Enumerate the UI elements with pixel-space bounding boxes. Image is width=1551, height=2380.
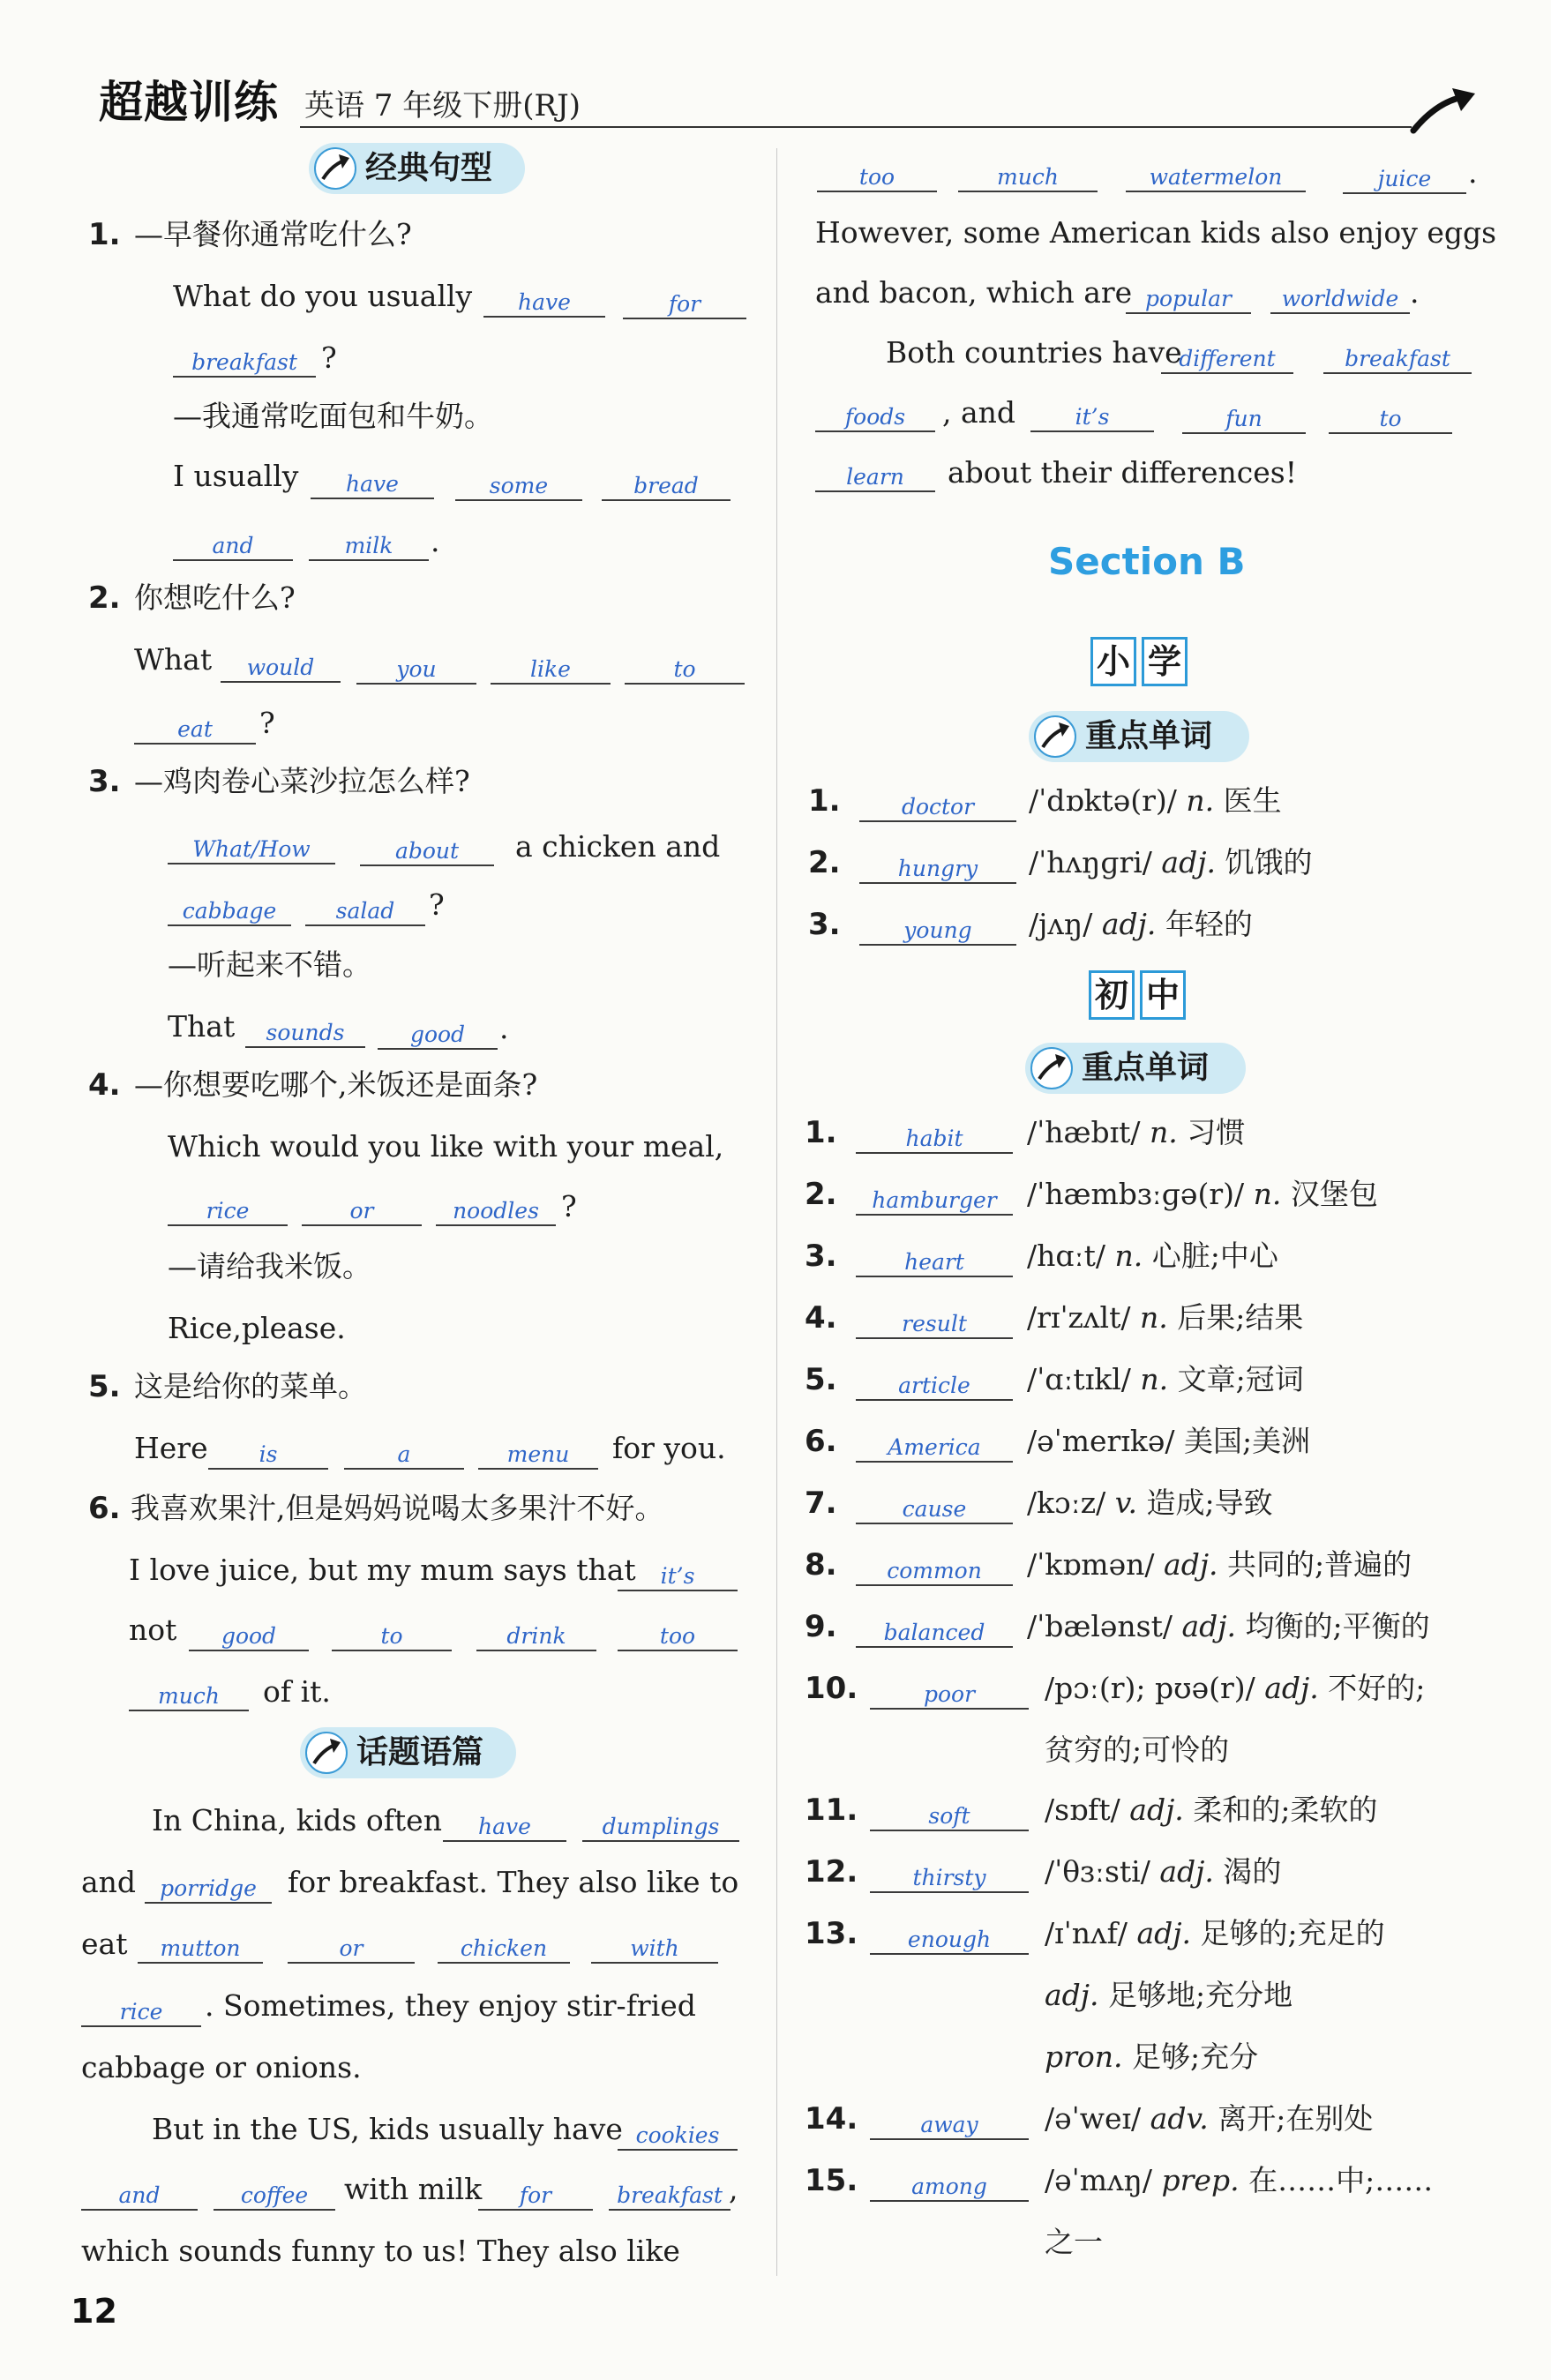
part-of-speech: adj.: [1101, 907, 1157, 941]
answer-blank: noodles: [436, 1191, 556, 1226]
part-of-speech: v.: [1114, 1486, 1137, 1520]
word-number: 5.: [805, 1362, 837, 1397]
punctuation: ?: [259, 706, 275, 740]
answer-blank: among: [870, 2167, 1029, 2202]
part-of-speech: n.: [1114, 1239, 1143, 1273]
meaning: 柔和的;柔软的: [1193, 1792, 1378, 1827]
book-subtitle: 英语 7 年级下册(RJ): [304, 88, 581, 123]
question-text-en: What: [134, 642, 213, 677]
part-of-speech: adj.: [1129, 1792, 1184, 1827]
answer-blank: habit: [856, 1119, 1013, 1154]
question-text-zh: —我通常吃面包和牛奶。: [173, 399, 493, 433]
phonetic: /kɔːz/: [1027, 1486, 1106, 1520]
passage-text: , and: [942, 395, 1016, 430]
answer-blank: result: [856, 1304, 1013, 1339]
phonetic: /ˈhæbɪt/: [1027, 1115, 1141, 1149]
answer-blank: chicken: [438, 1928, 570, 1964]
answer-blank: good: [378, 1014, 498, 1050]
answer-blank: cookies: [618, 2115, 738, 2151]
word-entry: [1029, 907, 1253, 942]
word-entry: [1045, 2163, 1433, 2198]
part-of-speech: adj.: [1159, 1854, 1214, 1889]
phonetic: /əˈweɪ/: [1045, 2101, 1142, 2136]
meaning: 共同的;普遍的: [1227, 1547, 1412, 1582]
answer-blank: hamburger: [856, 1180, 1013, 1216]
answer-blank: porridge: [145, 1868, 272, 1904]
word-entry: [1027, 1300, 1303, 1336]
answer-blank: mutton: [138, 1928, 263, 1964]
swoosh-arrow-icon: [1410, 85, 1480, 138]
question-text-en: Rice,please.: [168, 1311, 346, 1345]
question-text-en: a chicken and: [515, 829, 721, 864]
question-text-zh: —请给我米饭。: [168, 1249, 371, 1284]
question-text-en: for you.: [612, 1431, 726, 1465]
phonetic: /əˈmerɪkə/: [1027, 1424, 1175, 1458]
passage-text: cabbage or onions.: [81, 2050, 362, 2084]
answer-blank: and: [81, 2175, 198, 2211]
phonetic: /jʌŋ/: [1029, 907, 1093, 941]
phonetic: /ˈθɜːsti/: [1045, 1854, 1150, 1889]
part-of-speech: n.: [1139, 1300, 1168, 1335]
meaning: 离开;在别处: [1218, 2101, 1374, 2136]
answer-blank: like: [491, 649, 611, 685]
answer-blank: good: [189, 1616, 309, 1651]
word-number: 8.: [805, 1547, 837, 1583]
punctuation: ?: [561, 1189, 577, 1224]
word-number: 2.: [805, 1177, 837, 1212]
brand-title: 超越训练: [99, 77, 279, 128]
answer-blank: have: [311, 464, 434, 499]
answer-blank: article: [856, 1366, 1013, 1401]
answer-blank: hungry: [859, 849, 1016, 884]
question-number: 1.: [88, 217, 121, 252]
section-title: 经典句型: [365, 150, 493, 186]
answer-blank: soft: [870, 1796, 1029, 1831]
punctuation: .: [1468, 155, 1478, 190]
meaning: 不好的;: [1328, 1671, 1426, 1705]
word-entry: [1045, 1792, 1377, 1828]
question-number: 6.: [88, 1491, 121, 1526]
part-of-speech: pron.: [1045, 2039, 1123, 2074]
answer-blank: young: [859, 910, 1016, 946]
phonetic: /ɪˈnʌf/: [1045, 1916, 1128, 1950]
answer-blank: about: [360, 831, 494, 866]
word-entry: [1027, 1609, 1430, 1644]
phonetic: /ˈkɒmən/: [1027, 1547, 1155, 1582]
question-number: 4.: [88, 1067, 121, 1103]
answer-blank: dumplings: [582, 1807, 739, 1842]
answer-blank: it’s: [618, 1556, 738, 1591]
arrow-badge-icon: [305, 1732, 348, 1774]
word-number: 13.: [805, 1916, 858, 1951]
punctuation: ?: [429, 887, 445, 922]
answer-blank: What/How: [168, 829, 335, 864]
phonetic: /sɒft/: [1045, 1792, 1120, 1827]
phonetic: /ˈhæmbɜːɡə(r)/: [1027, 1177, 1245, 1211]
part-of-speech: prep.: [1161, 2163, 1240, 2197]
meaning: 后果;结果: [1177, 1300, 1304, 1335]
part-of-speech: n.: [1140, 1362, 1169, 1396]
answer-blank: common: [856, 1551, 1013, 1586]
answer-blank: juice: [1343, 159, 1466, 194]
question-text-en: That: [168, 1009, 236, 1044]
question-number: 2.: [88, 580, 121, 616]
part-of-speech: adj.: [1045, 1978, 1099, 2012]
answer-blank: salad: [305, 891, 425, 926]
phonetic: /rɪˈzʌlt/: [1027, 1300, 1131, 1335]
meaning: 饥饿的: [1225, 845, 1313, 879]
word-entry: [1027, 1115, 1245, 1150]
answer-blank: breakfast: [173, 342, 316, 378]
question-text-zh: —早餐你通常吃什么?: [134, 217, 412, 251]
passage-text: However, some American kids also enjoy eggs: [815, 215, 1497, 250]
word-entry: [1045, 2101, 1373, 2137]
answer-blank: enough: [870, 1920, 1029, 1955]
part-of-speech: adj.: [1136, 1916, 1192, 1950]
meaning: 足够;充分: [1132, 2039, 1259, 2074]
answer-blank: rice: [168, 1191, 288, 1226]
question-text-en: I usually: [173, 459, 299, 493]
word-entry: [1029, 783, 1282, 819]
part-of-speech: adj.: [1164, 1547, 1218, 1582]
answer-blank: with: [591, 1928, 718, 1964]
section-pill-topic: [300, 1727, 516, 1778]
word-number: 2.: [808, 845, 841, 880]
answer-blank: is: [208, 1434, 328, 1470]
junior-box-char: 中: [1140, 970, 1186, 1020]
word-number: 3.: [808, 907, 841, 942]
question-number: 5.: [88, 1369, 121, 1404]
question-text-en: Which would you like with your meal,: [168, 1129, 724, 1164]
answer-blank: or: [288, 1928, 415, 1964]
answer-blank: rice: [81, 1992, 201, 2027]
answer-blank: fun: [1182, 399, 1306, 434]
word-entry: [1027, 1177, 1378, 1212]
answer-blank: to: [625, 649, 745, 685]
answer-blank: much: [129, 1676, 249, 1711]
punctuation: .: [499, 1011, 509, 1045]
phonetic: /ˈhʌŋɡri/: [1029, 845, 1152, 879]
question-number: 3.: [88, 764, 121, 799]
passage-text: for breakfast. They also like to: [288, 1865, 739, 1899]
answer-blank: foods: [815, 397, 935, 432]
phonetic: /ˈɑːtɪkl/: [1027, 1362, 1131, 1396]
answer-blank: America: [856, 1427, 1013, 1463]
arrow-badge-icon: [1030, 1047, 1073, 1089]
passage-text: Both countries have: [886, 335, 1182, 370]
question-text-zh: —鸡肉卷心菜沙拉怎么样?: [134, 764, 470, 798]
word-entry: [1027, 1424, 1310, 1459]
question-text-zh: 我喜欢果汁,但是妈妈说喝太多果汁不好。: [131, 1491, 664, 1525]
meaning: 汉堡包: [1290, 1177, 1378, 1211]
primary-box-char: 小: [1090, 637, 1136, 686]
part-of-speech: adv.: [1150, 2101, 1209, 2136]
word-entry: [1045, 1916, 1385, 1951]
word-number: 11.: [805, 1792, 858, 1828]
answer-blank: sounds: [245, 1013, 365, 1048]
meaning: 心脏;中心: [1151, 1239, 1278, 1273]
punctuation: .: [431, 524, 440, 558]
section-title: 重点单词: [1082, 1050, 1210, 1086]
question-text-zh: —你想要吃哪个,米饭还是面条?: [134, 1067, 538, 1102]
answer-blank: watermelon: [1126, 157, 1306, 192]
section-pill-classic: [309, 143, 525, 194]
section-b-heading: Section B: [1048, 540, 1246, 583]
answer-blank: would: [221, 647, 341, 683]
meaning: 习惯: [1187, 1115, 1246, 1149]
meaning-continued: 贫穷的;可怜的: [1045, 1733, 1230, 1767]
phonetic: /ˈbælənst/: [1027, 1609, 1173, 1643]
answer-blank: you: [356, 649, 476, 685]
answer-blank: popular: [1126, 279, 1251, 314]
word-number: 4.: [805, 1300, 837, 1336]
answer-blank: have: [483, 282, 605, 318]
meaning: 均衡的;平衡的: [1245, 1609, 1430, 1643]
word-entry: [1045, 1671, 1425, 1706]
punctuation: ?: [321, 341, 337, 375]
answer-blank: breakfast: [609, 2175, 731, 2211]
answer-blank: much: [958, 157, 1098, 192]
part-of-speech: n.: [1253, 1177, 1282, 1211]
answer-blank: a: [344, 1434, 464, 1470]
word-number: 14.: [805, 2101, 858, 2137]
answer-blank: for: [623, 284, 746, 319]
answer-blank: menu: [478, 1434, 598, 1470]
part-of-speech: adj.: [1181, 1609, 1237, 1643]
page-number: 12: [71, 2292, 117, 2331]
column-divider: [776, 148, 777, 2276]
answer-blank: worldwide: [1270, 279, 1410, 314]
answer-blank: cabbage: [168, 891, 291, 926]
meaning: 在……中;……: [1248, 2163, 1434, 2197]
punctuation: .: [1410, 275, 1420, 310]
answer-blank: and: [173, 526, 293, 561]
word-number: 12.: [805, 1854, 858, 1890]
word-entry: [1027, 1239, 1278, 1274]
passage-text: which sounds funny to us! They also like: [81, 2234, 680, 2268]
word-number: 9.: [805, 1609, 837, 1644]
answer-blank: cause: [856, 1489, 1013, 1524]
question-text-en: Here: [134, 1431, 208, 1465]
answer-blank: have: [443, 1807, 566, 1842]
passage-text: with milk: [344, 2172, 483, 2206]
part-of-speech: n.: [1150, 1115, 1178, 1149]
section-title: 重点单词: [1085, 718, 1213, 754]
word-number: 1.: [805, 1115, 837, 1150]
arrow-badge-icon: [314, 147, 356, 190]
word-number: 3.: [805, 1239, 837, 1274]
primary-box-char: 学: [1142, 637, 1188, 686]
passage-text: and bacon, which are: [815, 275, 1133, 310]
answer-blank: too: [618, 1616, 738, 1651]
word-entry: [1027, 1486, 1273, 1521]
answer-blank: bread: [602, 466, 731, 501]
answer-blank: learn: [815, 457, 935, 492]
section-pill-key-words: [1025, 1043, 1246, 1094]
meaning: 文章;冠词: [1177, 1362, 1304, 1396]
meaning-continued: [1045, 1978, 1292, 2013]
phonetic: /əˈmʌŋ/: [1045, 2163, 1153, 2197]
answer-blank: to: [1329, 399, 1452, 434]
answer-blank: drink: [476, 1616, 596, 1651]
meaning: 足够的;充足的: [1200, 1916, 1385, 1950]
answer-blank: some: [455, 466, 582, 501]
answer-blank: for: [478, 2175, 593, 2211]
answer-blank: poor: [870, 1674, 1029, 1710]
meaning: 造成;导致: [1146, 1486, 1273, 1520]
word-number: 10.: [805, 1671, 858, 1706]
meaning-continued: [1045, 2039, 1258, 2075]
answer-blank: heart: [856, 1242, 1013, 1277]
header-rule: [300, 126, 1412, 128]
passage-text: . Sometimes, they enjoy stir-fried: [205, 1988, 696, 2023]
answer-blank: milk: [309, 526, 429, 561]
word-number: 1.: [808, 783, 841, 819]
answer-blank: eat: [134, 709, 256, 745]
answer-blank: or: [302, 1191, 422, 1226]
word-entry: [1027, 1547, 1412, 1583]
passage-text: about their differences!: [948, 455, 1297, 490]
question-text-en: I love juice, but my mum says that: [129, 1553, 636, 1587]
meaning: 足够地;充分地: [1108, 1978, 1293, 2012]
phonetic: /ˈdɒktə(r)/: [1029, 783, 1177, 818]
question-text-zh: 这是给你的菜单。: [134, 1369, 367, 1403]
answer-blank: breakfast: [1323, 339, 1472, 374]
phonetic: /hɑːt/: [1027, 1239, 1105, 1273]
word-number: 15.: [805, 2163, 858, 2198]
junior-box-char: 初: [1089, 970, 1135, 1020]
question-text-en: not: [129, 1613, 177, 1647]
answer-blank: away: [870, 2105, 1029, 2140]
question-text-zh: —听起来不错。: [168, 947, 371, 982]
part-of-speech: adj.: [1264, 1671, 1319, 1705]
section-title: 话题语篇: [356, 1734, 484, 1770]
meaning-continued: 之一: [1045, 2225, 1103, 2259]
answer-blank: thirsty: [870, 1858, 1029, 1893]
question-text-zh: 你想吃什么?: [134, 580, 296, 615]
answer-blank: to: [332, 1616, 452, 1651]
answer-blank: balanced: [856, 1613, 1013, 1648]
passage-text: In China, kids often: [152, 1803, 442, 1837]
punctuation: ,: [729, 2172, 738, 2206]
question-text-en: of it.: [263, 1674, 331, 1709]
word-number: 7.: [805, 1486, 837, 1521]
answer-blank: doctor: [859, 787, 1016, 822]
part-of-speech: adj.: [1161, 845, 1216, 879]
word-number: 6.: [805, 1424, 837, 1459]
phonetic: /pɔː(r); pʊə(r)/: [1045, 1671, 1255, 1705]
meaning: 医生: [1223, 783, 1282, 818]
meaning: 年轻的: [1165, 907, 1253, 941]
meaning: 美国;美洲: [1184, 1424, 1311, 1458]
word-entry: [1029, 845, 1312, 880]
arrow-badge-icon: [1034, 715, 1076, 758]
meaning: 渴的: [1223, 1854, 1282, 1889]
question-text-en: What do you usually: [173, 279, 473, 313]
answer-blank: too: [817, 157, 937, 192]
answer-blank: it’s: [1030, 397, 1154, 432]
passage-text: But in the US, kids usually have: [152, 2112, 623, 2146]
answer-blank: coffee: [214, 2175, 335, 2211]
answer-blank: different: [1161, 339, 1293, 374]
passage-text: eat: [81, 1927, 128, 1961]
passage-text: and: [81, 1865, 137, 1899]
section-pill-key-words: [1029, 711, 1249, 762]
word-entry: [1045, 1854, 1281, 1890]
word-entry: [1027, 1362, 1304, 1397]
part-of-speech: n.: [1186, 783, 1215, 818]
